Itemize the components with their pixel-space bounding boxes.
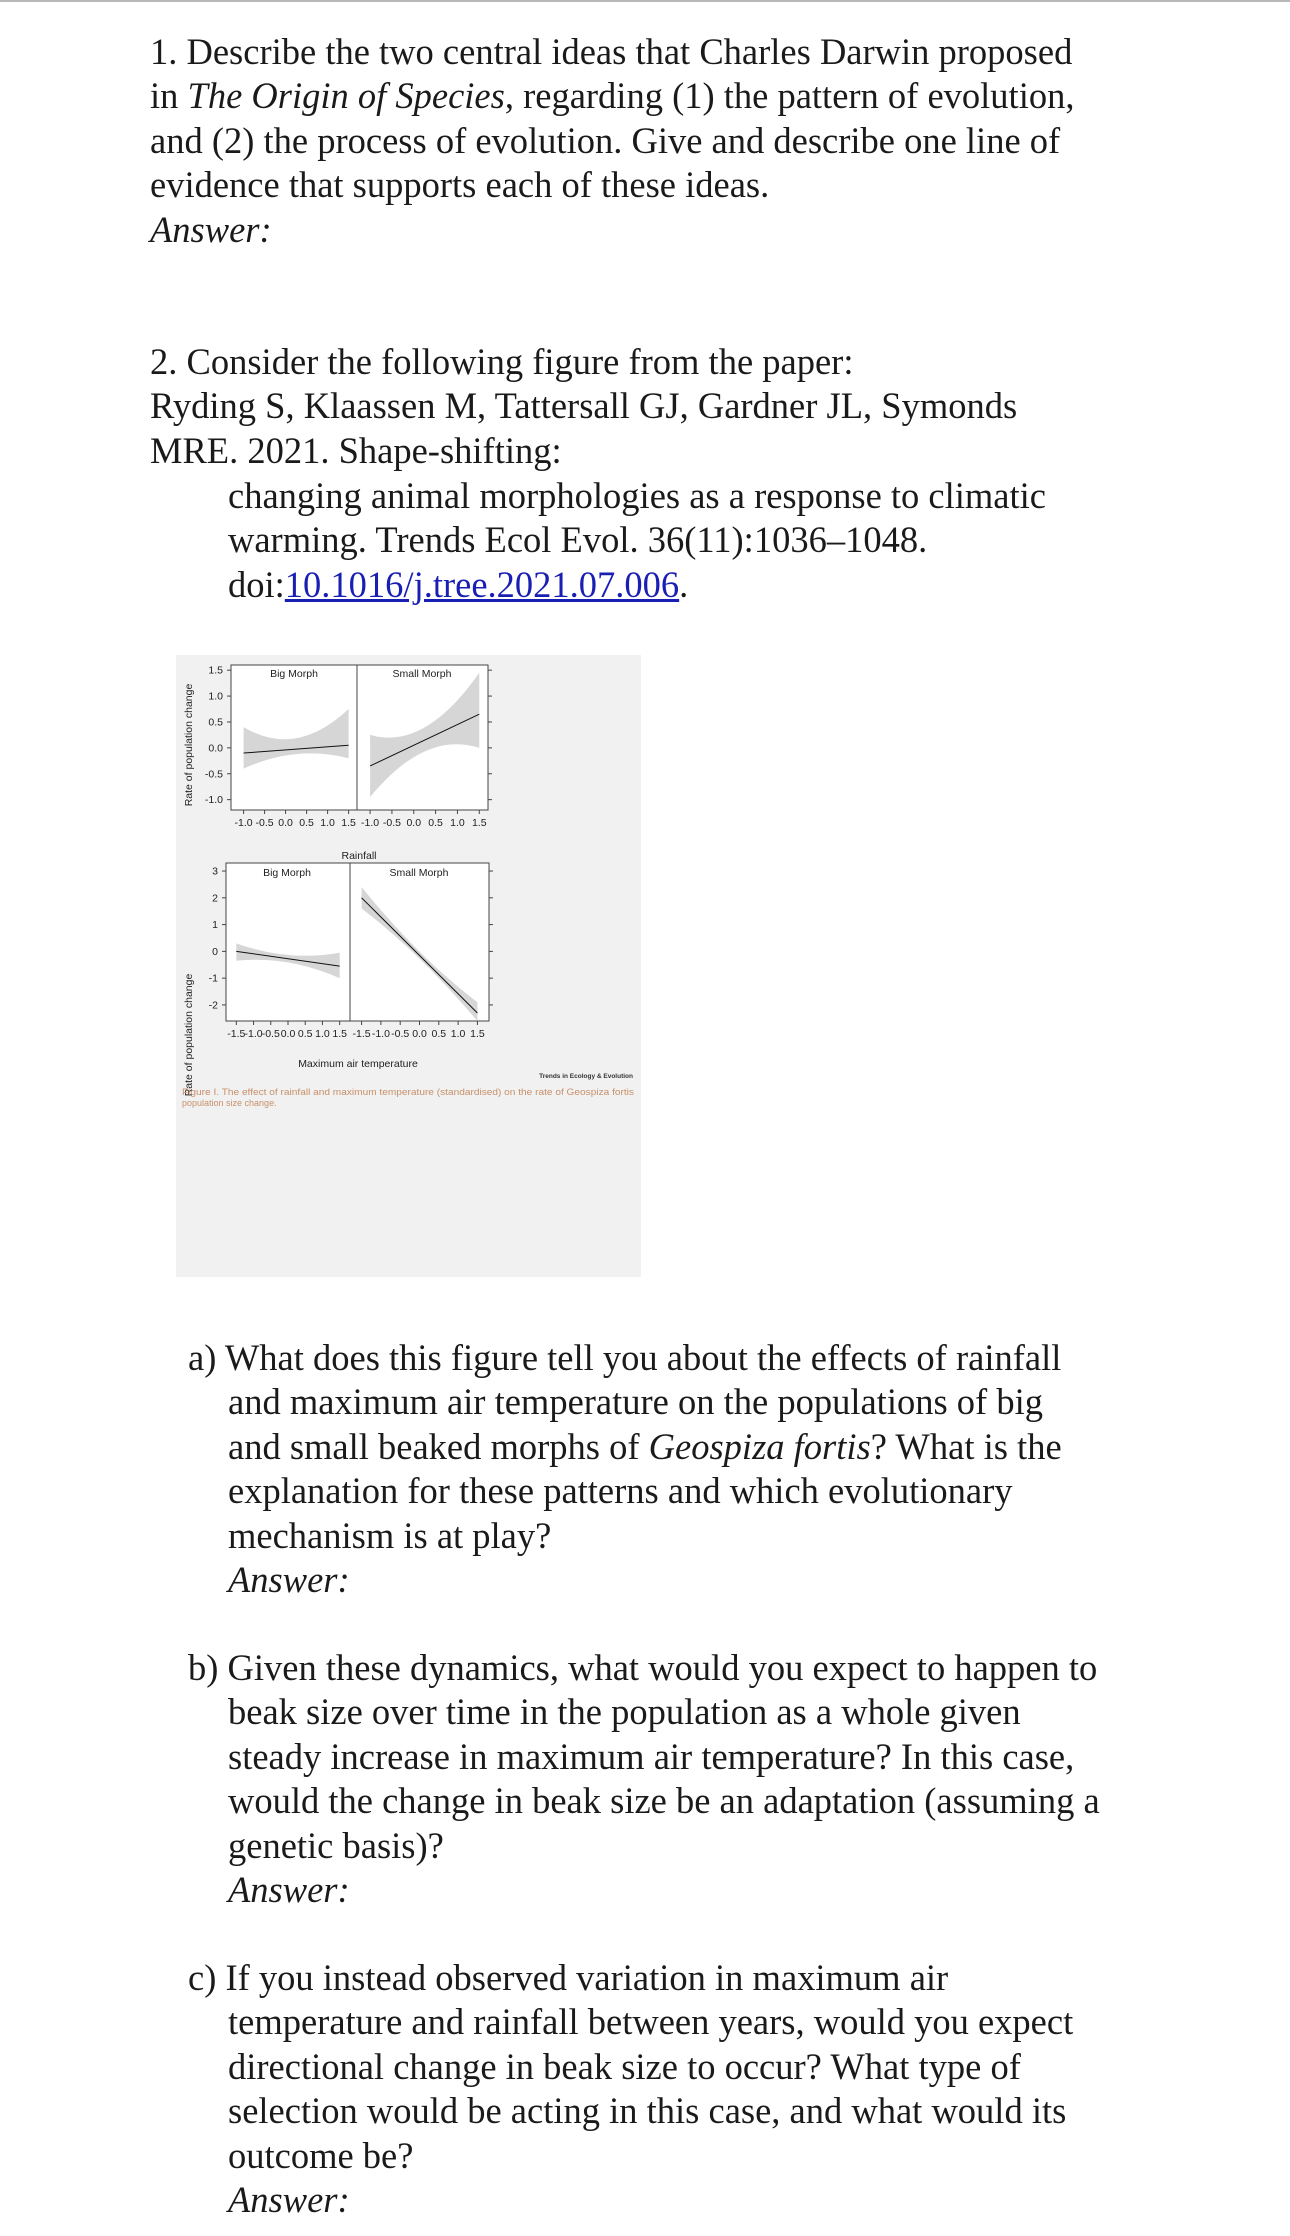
citation-continued [228, 474, 1046, 607]
question-a-line: a) What does this figure tell you about the effects of rainfall [188, 1337, 1062, 1378]
question-c-line: c) If you instead observed variation in maximum air [188, 1957, 949, 1998]
x-tick-label: -1.0 [371, 1028, 390, 1040]
question-2-line: 2. Consider the following figure from the paper: [150, 341, 854, 382]
panel-title: Big Morph [270, 668, 318, 680]
x-tick-label: 0.0 [406, 817, 422, 829]
question-1-line: 1. Describe the two central ideas that Charles Darwin proposed [150, 31, 1073, 72]
answer-label: Answer: [228, 1869, 350, 1911]
question-b-line: steady increase in maximum air temperature? In this case, [228, 1735, 1075, 1777]
y-tick-label: 1.5 [208, 664, 223, 677]
top-ylabel: Rate of population change [183, 683, 195, 807]
y-tick-label: 0.5 [208, 716, 223, 729]
y-tick-label: -0.5 [204, 768, 223, 781]
y-tick-label: 3 [212, 865, 218, 878]
x-tick-label: 0.5 [297, 1028, 313, 1040]
question-b-line: beak size over time in the population as a whole given [228, 1691, 1021, 1733]
question-c [188, 1956, 1073, 2222]
x-tick-label: -1.0 [244, 1028, 263, 1040]
x-tick-label: 1.5 [470, 1028, 485, 1040]
x-tick-label: 0.5 [431, 1028, 447, 1040]
panel-bottom-big-morph [209, 863, 350, 1040]
citation-authors: Ryding S, Klaassen M, Tattersall GJ, Gardner JL, Symonds [150, 385, 1018, 427]
question-b [188, 1646, 1100, 1912]
top-xlabel: Rainfall [341, 850, 377, 862]
question-c-line: selection would be acting in this case, and what would its [228, 2090, 1067, 2132]
panel-bottom-small-morph [350, 863, 493, 1040]
answer-label: Answer: [228, 1559, 350, 1601]
x-tick-label: 1.5 [471, 817, 487, 829]
x-tick-label: 1.0 [450, 817, 465, 829]
x-tick-label: 1.0 [315, 1028, 330, 1040]
x-tick-label: 1.0 [320, 817, 335, 829]
x-tick-label: -1.0 [234, 817, 253, 829]
x-tick-label: -0.5 [261, 1028, 280, 1040]
figure-chart [176, 655, 641, 1277]
question-b-line: b) Given these dynamics, what would you expect to happen to [188, 1647, 1098, 1688]
x-tick-label: 0.0 [278, 817, 293, 829]
figure [176, 655, 641, 1277]
bottom-xlabel: Maximum air temperature [298, 1058, 418, 1070]
x-tick-label: -0.5 [382, 817, 401, 829]
question-b-line: would the change in beak size be an adaptation (assuming a [228, 1780, 1100, 1822]
y-tick-label: 1.0 [208, 690, 223, 703]
question-a-line: mechanism is at play? [228, 1514, 552, 1556]
citation-year-title: MRE. 2021. Shape-shifting: [150, 429, 562, 471]
figure-caption-line: Figure I. The effect of rainfall and maximum temperature (standardised) on the rate of Geospiza fortis [182, 1087, 635, 1097]
y-tick-label: 0 [212, 945, 218, 958]
doi-link[interactable]: 10.1016/j.tree.2021.07.006 [284, 563, 680, 605]
x-tick-label: 1.5 [341, 817, 356, 829]
y-tick-label: -1.0 [204, 794, 223, 807]
y-tick-label: 2 [212, 892, 218, 905]
panel-frame [226, 863, 350, 1021]
question-1-line: in The Origin of Species, regarding (1) the pattern of evolution, [150, 75, 1075, 117]
x-tick-label: 1.5 [332, 1028, 347, 1040]
question-2 [150, 340, 1017, 473]
question-1-line: and (2) the process of evolution. Give and describe one line of [150, 119, 1061, 161]
y-tick-label: 0.0 [208, 742, 223, 755]
top-divider [0, 0, 1290, 2]
x-tick-label: 1.0 [450, 1028, 466, 1040]
y-tick-label: -1 [208, 972, 218, 985]
figure-caption-line: population size change. [182, 1098, 277, 1108]
question-b-line: genetic basis)? [228, 1824, 444, 1866]
citation-journal: warming. Trends Ecol Evol. 36(11):1036–1048. [228, 519, 928, 561]
journal-name: Trends in Ecology & Evolution [539, 1073, 633, 1080]
x-tick-label: -1.5 [227, 1028, 246, 1040]
citation-title: changing animal morphologies as a response to climatic [228, 475, 1046, 516]
y-tick-label: 1 [212, 919, 218, 932]
x-tick-label: -1.5 [352, 1028, 371, 1040]
book-title: The Origin of Species [187, 75, 505, 117]
panel-title: Big Morph [263, 867, 311, 879]
question-a [188, 1336, 1062, 1602]
question-c-line: outcome be? [228, 2134, 414, 2176]
x-tick-label: 0.5 [299, 817, 314, 829]
bottom-ylabel: Rate of population change [183, 973, 195, 1097]
answer-label: Answer: [150, 208, 272, 250]
answer-label: Answer: [228, 2179, 350, 2221]
x-tick-label: 0.5 [428, 817, 443, 829]
panel-top-small-morph [357, 665, 492, 829]
question-c-line: directional change in beak size to occur? What type of [228, 2045, 1021, 2087]
question-a-line: and small beaked morphs of Geospiza fortis? What is the [228, 1425, 1062, 1467]
panel-top-big-morph [205, 665, 357, 829]
y-tick-label: -2 [208, 999, 218, 1012]
question-c-line: temperature and rainfall between years, would you expect [228, 2001, 1074, 2043]
x-tick-label: 0.0 [280, 1028, 296, 1040]
panel-title: Small Morph [392, 668, 452, 680]
x-tick-label: -0.5 [391, 1028, 410, 1040]
question-a-line: explanation for these patterns and which evolutionary [228, 1470, 1013, 1512]
question-1 [150, 30, 1074, 252]
x-tick-label: -0.5 [255, 817, 274, 829]
x-tick-label: 0.0 [412, 1028, 427, 1040]
question-a-line: and maximum air temperature on the populations of big [228, 1381, 1043, 1423]
species-name: Geospiza fortis [648, 1425, 871, 1467]
x-tick-label: -1.0 [361, 817, 380, 829]
question-1-line: evidence that supports each of these ideas. [150, 164, 770, 206]
panel-title: Small Morph [389, 867, 449, 879]
citation-doi: doi:10.1016/j.tree.2021.07.006. [228, 563, 689, 605]
